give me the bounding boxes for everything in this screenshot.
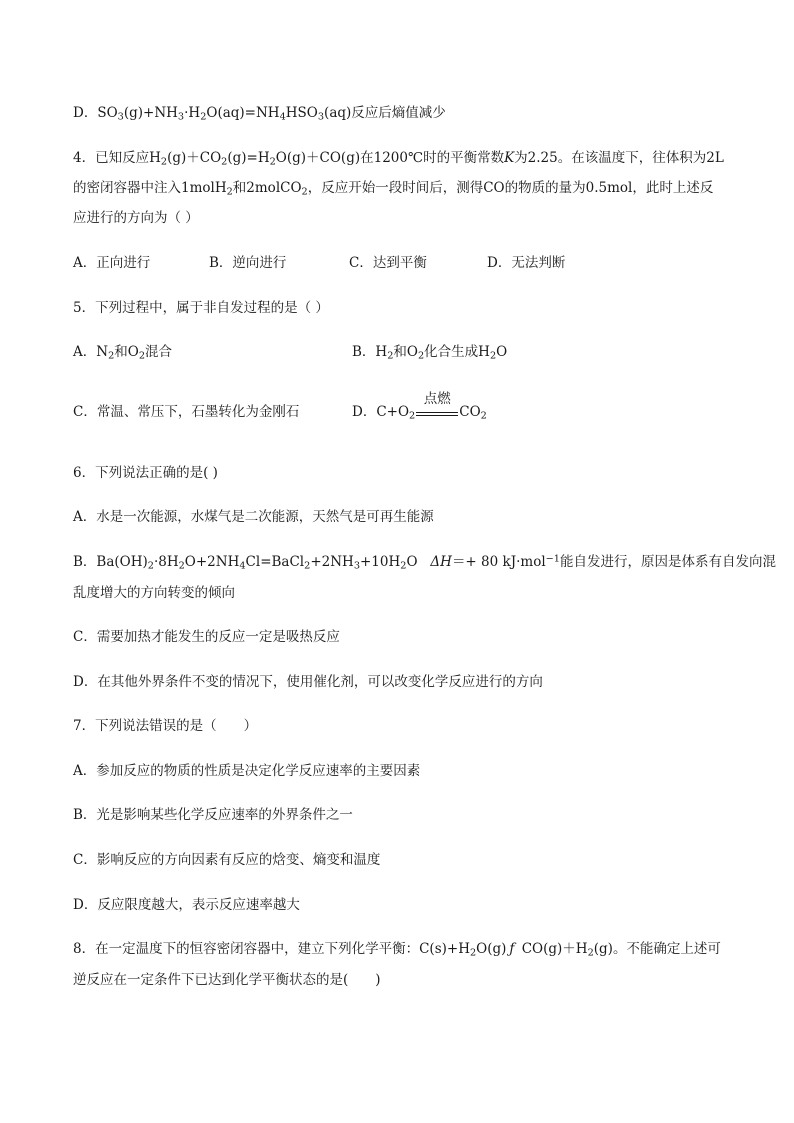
q3-option-d: D．$SO_3(g)+NH_3\cdot H_2O(aq)=NH_4HSO_3(aq)$反应后熵值减少	[73, 105, 446, 123]
q7-option-a: A．参加反应的物质的性质是决定化学反应速率的主要因素	[73, 763, 421, 779]
q5-option-a: A．$N_2$和$O_2$混合	[73, 344, 173, 362]
q6-option-b: B．$Ba(OH)_2\cdot 8H_2O+2NH_4Cl=BaCl_2+2NH_3+10H_2O$ ΔH＝+ 80 kJ·mol$^{-1}$能自发进行，原因是体系有自发向混	[73, 553, 776, 572]
q4-option-c: C．达到平衡	[349, 255, 427, 271]
q8-stem-line2: 逆反应在一定条件下已达到化学平衡状态的是( )	[73, 972, 381, 988]
q4-option-a: A．正向进行	[73, 255, 151, 271]
q4-stem-line3: 应进行的方向为（ ）	[73, 210, 199, 226]
q7-option-c: C．影响反应的方向因素有反应的焓变、熵变和温度	[73, 852, 381, 868]
q6-option-c: C．需要加热才能发生的反应一定是吸热反应	[73, 629, 340, 645]
q5-option-b: B．$H_2$和$O_2$化合生成$H_2O$	[352, 344, 508, 362]
q8-stem-line1: 8．在一定温度下的恒容密闭容器中，建立下列化学平衡：$C(s)+H_2O(g)$ ƒ $CO(g)+H_2(g)$。不能确定上述可	[73, 941, 721, 959]
q7-stem: 7．下列说法错误的是（ ）	[73, 718, 258, 734]
q7-option-d: D．反应限度越大，表示反应速率越大	[73, 897, 300, 913]
ignition-condition-arrow: 点燃	[416, 403, 458, 423]
q6-stem: 6．下列说法正确的是( )	[73, 465, 218, 481]
q4-stem-line2: 的密闭容器中注入1molH$_2$和2molCO$_2$，反应开始一段时间后，测得CO的物质的量为0.5mol，此时上述反	[73, 180, 714, 198]
q7-option-b: B．光是影响某些化学反应速率的外界条件之一	[73, 807, 353, 823]
q5-option-c: C．常温、常压下，石墨转化为金刚石	[73, 404, 300, 420]
q4-option-d: D．无法判断	[487, 255, 566, 271]
q5-stem: 5．下列过程中，属于非自发过程的是（ ）	[73, 300, 329, 316]
q6-option-a: A．水是一次能源，水煤气是二次能源，天然气是可再生能源	[73, 509, 434, 525]
q6-option-b-line2: 乱度增大的方向转变的倾向	[73, 585, 235, 601]
q6-option-d: D．在其他外界条件不变的情况下，使用催化剂，可以改变化学反应进行的方向	[73, 674, 543, 690]
q4-option-b: B．逆向进行	[209, 255, 287, 271]
q4-stem-line1: 4．已知反应$H_2(g)+CO_2(g)=H_2O(g)+CO(g)$在1200℃时的平衡常数K为2.25。在该温度下，往体积为2L	[73, 150, 724, 168]
q5-option-d: D．$C+O_2$ 点燃 $CO_2$	[352, 390, 487, 422]
